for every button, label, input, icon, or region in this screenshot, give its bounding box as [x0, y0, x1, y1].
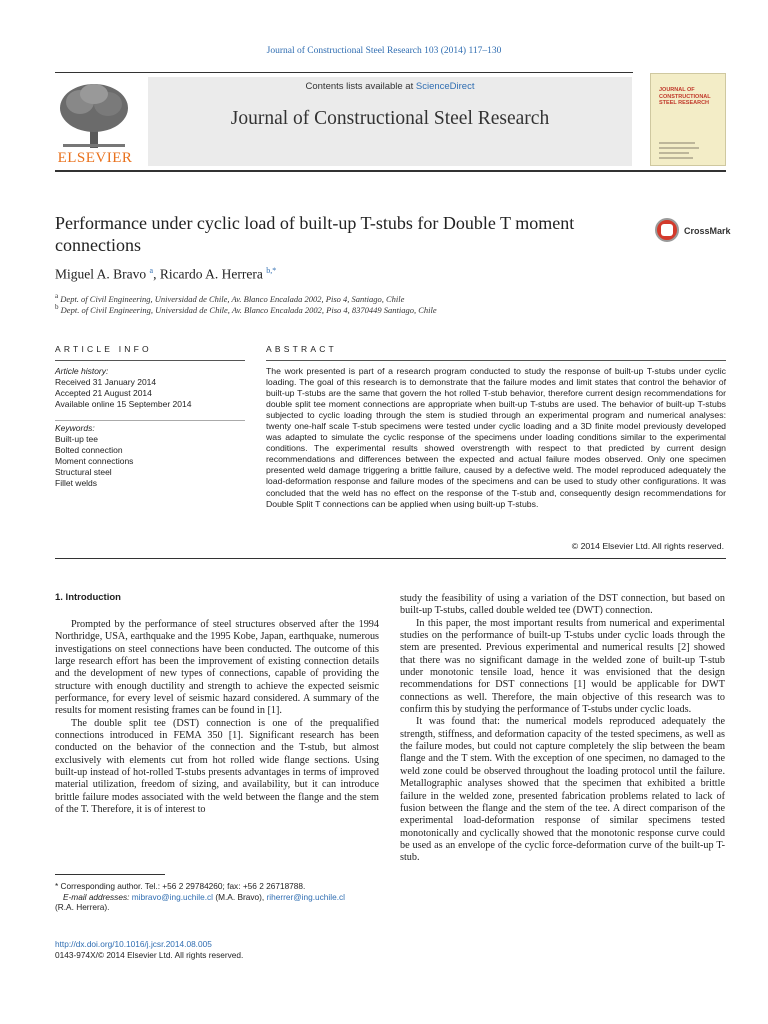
accepted-date: Accepted 21 August 2014	[55, 388, 152, 398]
affiliation-text: Dept. of Civil Engineering, Universidad de Chile, Av. Blanco Encalada 2002, Piso 4, Santiago, Chile	[60, 293, 405, 304]
body-paragraph: study the feasibility of using a variation of the DST connection, but based on built-up T-stubs, called double welded tee (DWT) connection.	[400, 593, 725, 617]
elsevier-wordmark: ELSEVIER	[57, 150, 133, 166]
crossmark-icon-center	[661, 224, 673, 236]
article-info-rule	[55, 360, 245, 361]
email-addresses	[55, 892, 379, 903]
abstract-rule	[266, 360, 726, 361]
email-owner: (R.A. Herrera).	[55, 902, 110, 912]
contents-line	[148, 81, 632, 92]
contents-prefix: Contents lists available at	[305, 81, 416, 92]
article-identifiers	[55, 939, 243, 961]
journal-citation[interactable]: Journal of Constructional Steel Research 103 (2014) 117–130	[266, 46, 502, 56]
body-paragraph: The double split tee (DST) connection is one of the prequalified connections introduced in FEMA 350 [1]. Significant research has been conducted on the behavior of the connection and the T-stub, but almost exclusively with elements cut from hot rolled wide flange sections. Using built-up instead of hot-rolled T-stubs presents advantages in terms of improved material utilization, freedom of sizing, and availability, but it can introduce brittle failure modes associated with the weld between the flange and the stem of the T. Therefore, it is of interest to	[55, 717, 379, 816]
email-label: E-mail addresses:	[63, 891, 132, 902]
journal-name[interactable]: Journal of Constructional Steel Research	[230, 108, 550, 129]
abstract-bottom-rule	[55, 558, 726, 559]
received-date: Received 31 January 2014	[55, 377, 157, 387]
author-list: Miguel A. Bravo $^a$, Ricardo A. Herrera $^{b,*}$	[55, 266, 277, 282]
affiliation-mark: a	[55, 292, 59, 300]
issn-line: 0143-974X/© 2014 Elsevier Ltd. All rights reserved.	[55, 950, 244, 960]
keywords-block	[55, 423, 245, 489]
body-paragraph: In this paper, the most important results from numerical and experimental studies on the performance of built-up T-stubs under cyclic loads through the stem are presented. Previous experimental and numerical results [2] showed that there was no significant damage in the welded zone of built-up T-stub under monotonic tensile load, hence it was envisioned that the design recommendations for DST connections [1] would be applicable for DWT connections as well. Therefore, the main objective of this research was to confirm this by studying the performance of T-stubs under cyclic loads.	[400, 617, 725, 716]
affiliation-b	[55, 303, 437, 315]
email-link[interactable]: mibravo@ing.uchile.cl	[131, 891, 214, 902]
cover-text-lines	[659, 142, 699, 162]
abstract-text: The work presented is part of a research program conducted to study the response of built-up T-stubs under cyclic loading. The goal of this research is to demonstrate that the failure modes and limit states that control the behavior of built-up T-stubs are the same that govern the hot rolled T-stub behavior, therefore current design recommendations for double split tee moment connections are appropriate when built-up T-stubs are used. The behavior of built-up T-stubs subjected to cyclic loading through the stem is studied through an experimental program and numerical analyses: twenty one-half scale T-stub specimens were tested under cyclic loading and a 3D finite model previously developed was adapted to simulate the cyclic response of the specimens under loading conditions similar to the experimental conditions. The experimental results showed overstrength with respect to that predicted by current design recommendations and differences between the expected and actual failure modes observed. Only one specimen presented weld damage triggering a brittle failure, caused by a defective weld. The model reproduced adequately the load-deformation response and failure modes of the specimens and can be used to study other configurations. It was concluded that the weld has no effect on the response of the T-stub and, consequently design recommendations for Double Split T connections can be applied when using built-up T-stubs.	[266, 366, 726, 509]
header-bottom-rule	[55, 170, 726, 172]
article-info-heading: ARTICLE INFO	[55, 344, 152, 354]
cover-title: JOURNAL OF CONSTRUCTIONAL STEEL RESEARCH	[659, 87, 711, 106]
affiliation-marker[interactable]: a	[149, 266, 154, 275]
email-owner: (M.A. Bravo),	[213, 891, 267, 902]
keyword: Moment connections	[55, 456, 134, 466]
body-column-left	[55, 619, 379, 817]
article-history	[55, 366, 245, 410]
sciencedirect-link[interactable]: ScienceDirect	[415, 81, 475, 92]
keyword: Bolted connection	[55, 445, 123, 455]
crossmark-label[interactable]: CrossMark	[684, 226, 731, 236]
abstract-copyright: © 2014 Elsevier Ltd. All rights reserved.	[571, 541, 724, 551]
author-name: Miguel A. Bravo	[55, 266, 147, 282]
email-link[interactable]: riherrer@ing.uchile.cl	[266, 891, 346, 902]
body-column-right	[400, 593, 725, 865]
affiliation-text: Dept. of Civil Engineering, Universidad de Chile, Av. Blanco Encalada 2002, Piso 4, 8370449 Santiago, Chile	[60, 304, 437, 315]
abstract-heading: ABSTRACT	[266, 344, 337, 354]
history-label: Article history:	[55, 366, 109, 376]
header-top-rule	[55, 72, 633, 73]
affiliation-marker[interactable]: b,*	[266, 266, 277, 275]
corresponding-author-note: * Corresponding author. Tel.: +56 2 29784260; fax: +56 2 26718788.	[55, 881, 306, 891]
section-heading-introduction: 1. Introduction	[55, 592, 121, 603]
body-paragraph: Prompted by the performance of steel structures observed after the 1994 Northridge, USA, earthquake and the 1995 Kobe, Japan, earthquake, numerous investigations on steel connections have been conducted. The outcome of this large research effort has been the improvement of existing connection details and the development of new types of connections, capable of providing the structure with enough ductility and strength to achieve the expected seismic performance, for every level of seismic hazard considered. A summary of the results for moment resisting frames can be found in [1].	[55, 619, 379, 717]
footnote-rule	[55, 874, 165, 875]
online-date: Available online 15 September 2014	[55, 399, 192, 409]
article-title: Performance under cyclic load of built-up T-stubs for Double T moment connections	[55, 213, 575, 255]
keyword: Fillet welds	[55, 478, 98, 488]
footnote	[55, 881, 379, 913]
keyword: Built-up tee	[55, 434, 98, 444]
body-paragraph: It was found that: the numerical models reproduced adequately the strength, stiffness, and deformation capacity of the tested specimens, as well as the failure modes, but could not capture completely the slip between the beam flange and the T stem. With the exception of one specimen, no damaged to the weld zone could be observed throughout the loading protocol until the failure. Metallographic analyses showed that the specimen that exhibited a brittle failure in the welded zone, presented fabrication problems related to lack of fusion between the flange and the stem of the tee. A direct comparison of the experimental load-deformation response of similar specimens tested monotonically and cyclically showed that the monotonic response curve could be used as an envelope of the cyclic force-deformation curve of the built-up T-stub.	[400, 716, 725, 864]
author-name: Ricardo A. Herrera	[159, 266, 263, 282]
doi-link[interactable]: http://dx.doi.org/10.1016/j.jcsr.2014.08.005	[55, 939, 212, 949]
keyword: Structural steel	[55, 467, 112, 477]
affiliation-mark: b	[55, 303, 59, 311]
info-divider	[55, 420, 245, 421]
keywords-label: Keywords:	[55, 423, 95, 433]
